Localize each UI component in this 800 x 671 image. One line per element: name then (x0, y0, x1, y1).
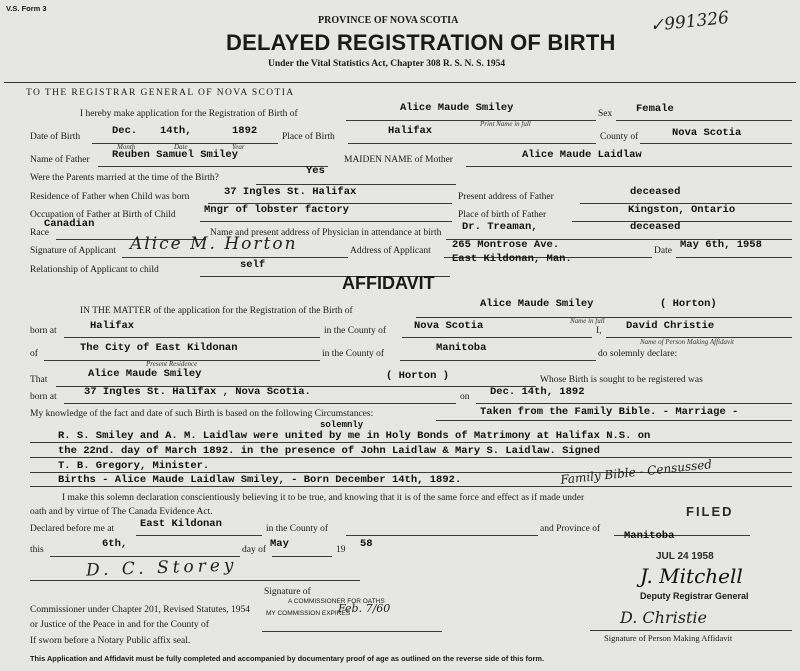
deponent-value: David Christie (626, 320, 715, 332)
place-birth-father-label: Place of birth of Father (458, 210, 547, 220)
relationship-label: Relationship of Applicant to child (30, 265, 159, 275)
registration-number: ✓991326 (649, 7, 730, 37)
declared-province-label: and Province of (540, 524, 601, 534)
affidavit-matter-label: IN THE MATTER of the application for the Registration of the Birth of (80, 306, 353, 316)
commissioner-line-2: or Justice of the Peace in and for the County of (30, 620, 209, 630)
affidavit-heading: AFFIDAVIT (342, 273, 435, 293)
knowledge-label: My knowledge of the fact and date of such Birth is based on the following Circumstances: (30, 409, 374, 419)
occupation-father-label: Occupation of Father at Birth of Child (30, 210, 176, 220)
declared-label: Declared before me at (30, 524, 115, 534)
affidavit-child-name: Alice Maude Smiley (480, 298, 594, 310)
sex-value: Female (636, 103, 674, 115)
address-line2-value: East Kildonan, Man. (452, 253, 572, 265)
declared-year-value: 58 (360, 538, 373, 550)
child-name-value: Alice Maude Smiley (400, 102, 514, 114)
apply-label: I hereby make application for the Registration of Birth of (80, 109, 298, 119)
present-address-father-label: Present address of Father (458, 192, 554, 202)
physician-status-value: deceased (630, 221, 681, 233)
race-label: Race (30, 228, 49, 238)
place-of-birth-value: Halifax (388, 125, 433, 137)
mother-maiden-label: MAIDEN NAME of Mother (344, 155, 453, 165)
of-label: of (30, 349, 38, 359)
form-number: V.S. Form 3 (6, 4, 47, 13)
birth-registration-form: V.S. Form 3 PROVINCE OF NOVA SCOTIA DELAYED REGISTRATION OF BIRTH Under the Vital Statistics Act, Chapter 308 R. S. N. S. 1954 ✓991326 TO THE REGISTRAR GENERAL OF NOVA SCOTIA I hereby make application for the Registration of Birth of Alice Maude Smiley Print Name in full Sex Female Date of Birth Dec. 14th, 1892 Month Date Year Place of Birth Halifax County of Nova Scotia Name of Father Reuben Samuel Smiley MAIDEN NAME of Mother Alice Maude Laidlaw Were the Parents married at the time of the Birth? Yes Residence of Father when Child was born 37 Ingles St. Halifax Present address of Father deceased Occupation of Father at Birth of Child Mngr of lobster factory Place of birth of Father Kingston, Ontario Race Canadian Name and present address of Physician in attendance at birth Dr. Treaman, deceased Signature of Applicant Alice M. Horton Address of Applicant 265 Montrose Ave. East Kildonan, Man. Date May 6th, 1958 Relationship of Applicant to child self AFFIDAVIT IN THE MATTER of the application for the Registration of the Birth of Alice Maude Smiley ( Horton) Name in full born at Halifax in the County of Nova Scotia I, David Christie Name of Person Making Affidavit of The City of East Kildonan Present Residence in the County of Manitoba do solemnly declare: That Alice Maude Smiley ( Horton ) Whose Birth is sought to be registered was born at 37 Ingles St. Halifax , Nova Scotia. on Dec. 14th, 1892 My knowledge of the fact and date of such Birth is based on the following Circumstances: Taken from the Family Bible. - Marriage - solemnly R. S. Smiley and A. M. Laidlaw were united by me in Holy Bonds of Matrimony at Halifax N.S. on the 22nd. day of March 1892. in the presence of John Laidlaw & Mary S. Laidlaw. Signed T. B. Gregory, Minister. Births - Alice Maude Laidlaw Smiley, - Born December 14th, 1892. Family Bible - Censussed I make this solemn declaration conscientiously believing it to be true, and knowing that it is of the same force and effect as if made under oath and by virtue of The Canada Evidence Act. Declared before me at East Kildonan in the County of and Province of Manitoba this 6th, day of May 19 58 D. C. Storey Signature of A COMMISSIONER FOR OATHS MY COMMISSION EXPIRES Feb. 7/60 Commissioner under Chapter 201, Revised Statutes, 1954 or Justice of the Peace in and for the County of If sworn before a Notary Public affix seal. FILED JUL 24 1958 J. Mitchell Deputy Registrar General D. Christie Signature of Person Making Affidavit This Application and Affidavit must be fully completed and accompanied by documentary proof of age as outlined on the reverse side of this form. (0, 0, 800, 671)
form-subtitle: Under the Vital Statistics Act, Chapter 308 R. S. N. S. 1954 (268, 59, 506, 69)
circumstance-line-4: T. B. Gregory, Minister. (58, 460, 210, 472)
commissioner-signature: D. C. Storey (85, 555, 238, 581)
declared-province-value: Manitoba (624, 530, 675, 542)
solemnly-declare-label: do solemnly declare: (598, 349, 678, 359)
affidavit-child-married-name: ( Horton) (660, 298, 717, 310)
county-label: County of (600, 132, 639, 142)
born-county-value: Nova Scotia (414, 320, 484, 332)
form-title: DELAYED REGISTRATION OF BIRTH (226, 30, 616, 55)
that-name-value: Alice Maude Smiley (88, 368, 202, 380)
declared-day-value: 6th, (102, 538, 128, 550)
place-of-birth-label: Place of Birth (282, 132, 335, 142)
residence-father-value: 37 Ingles St. Halifax (224, 186, 357, 198)
father-name-value: Reuben Samuel Smiley (112, 149, 239, 161)
residence-value: The City of East Kildonan (80, 342, 238, 354)
declared-month-value: May (270, 538, 289, 550)
circumstance-line-1: Taken from the Family Bible. - Marriage - (480, 406, 739, 418)
commission-expires-label: MY COMMISSION EXPIRES (266, 610, 351, 617)
application-date-value: May 6th, 1958 (680, 239, 762, 251)
on-label: on (460, 392, 470, 402)
applicant-signature: Alice M. Horton (130, 234, 298, 254)
notary-note: If sworn before a Notary Public affix seal. (30, 636, 191, 646)
declared-county-label: in the County of (266, 524, 329, 534)
born-at-label: born at (30, 326, 57, 336)
declaration-line-1: I make this solemn declaration conscientiously believing it to be true, and knowing that it is of the same force and effect as if made under (62, 493, 585, 503)
address-line1-value: 265 Montrose Ave. (452, 239, 560, 251)
footer-note: This Application and Affidavit must be fully completed and accompanied by documentary proof of age as outlined on the reverse side of this form. (30, 654, 544, 663)
dob-month-value: Dec. (112, 125, 138, 137)
physician-label: Name and present address of Physician in attendance at birth (210, 228, 442, 238)
day-of-label: day of (242, 545, 267, 555)
signature-applicant-label: Signature of Applicant (30, 246, 117, 256)
occupation-father-value: Mngr of lobster factory (204, 204, 349, 216)
dob-day-value: 14th, (160, 125, 192, 137)
born-full-value: 37 Ingles St. Halifax , Nova Scotia. (84, 386, 311, 398)
filed-date-stamp: JUL 24 1958 (656, 551, 714, 562)
circumstance-handwritten: Family Bible - Censussed (559, 457, 713, 487)
declared-place-value: East Kildonan (140, 518, 222, 530)
father-name-label: Name of Father (30, 155, 90, 165)
residence-father-label: Residence of Father when Child was born (30, 192, 190, 202)
header-divider (4, 82, 796, 83)
married-label: Were the Parents married at the time of the Birth? (30, 173, 219, 183)
signature-of-label: Signature of (264, 587, 311, 597)
deputy-registrar-label: Deputy Registrar General (640, 591, 749, 601)
year-prefix: 19 (336, 545, 346, 555)
relationship-value: self (240, 259, 266, 271)
physician-value: Dr. Treaman, (462, 221, 538, 233)
born-at2-label: born at (30, 392, 57, 402)
that-married-value: ( Horton ) (386, 370, 450, 382)
that-label: That (30, 375, 48, 385)
mother-maiden-value: Alice Maude Laidlaw (522, 149, 642, 161)
this-label: this (30, 545, 44, 555)
born-county-label: in the County of (324, 326, 387, 336)
circumstance-solemnly: solemnly (320, 420, 364, 430)
place-birth-father-value: Kingston, Ontario (628, 204, 736, 216)
sex-label: Sex (598, 109, 613, 119)
commission-expires-value: Feb. 7/60 (338, 602, 391, 615)
whose-birth-label: Whose Birth is sought to be registered was (540, 375, 703, 385)
registrar-address: TO THE REGISTRAR GENERAL OF NOVA SCOTIA (26, 88, 295, 98)
dob-year-value: 1892 (232, 125, 258, 137)
signature-person-label: Signature of Person Making Affidavit (604, 633, 733, 643)
married-value: Yes (306, 165, 325, 177)
commissioner-for-oaths-label: A COMMISSIONER FOR OATHS (288, 598, 385, 605)
dob-label: Date of Birth (30, 132, 81, 142)
registrar-signature: J. Mitchell (640, 564, 743, 588)
i-label: I, (596, 326, 602, 336)
declaration-line-2: oath and by virtue of The Canada Evidence Act. (30, 507, 213, 517)
present-address-father-value: deceased (630, 186, 681, 198)
born-place-value: Halifax (90, 320, 135, 332)
application-date-label: Date (654, 246, 672, 256)
deponent-signature: D. Christie (620, 608, 707, 627)
born-date-value: Dec. 14th, 1892 (490, 386, 585, 398)
residence-county-value: Manitoba (436, 342, 487, 354)
address-applicant-label: Address of Applicant (350, 246, 431, 256)
commissioner-line-1: Commissioner under Chapter 201, Revised Statutes, 1954 (30, 605, 251, 615)
circumstance-line-2: R. S. Smiley and A. M. Laidlaw were united by me in Holy Bonds of Matrimony at Halifax N.S. on (58, 430, 651, 442)
circumstance-line-3: the 22nd. day of March 1892. in the presence of John Laidlaw & Mary S. Laidlaw. Signed (58, 445, 600, 457)
province-heading: PROVINCE OF NOVA SCOTIA (318, 15, 459, 26)
race-value: Canadian (44, 218, 95, 230)
filed-stamp: FILED (686, 504, 734, 519)
county-value: Nova Scotia (672, 127, 742, 139)
residence-county-label: in the County of (322, 349, 385, 359)
circumstance-line-5: Births - Alice Maude Laidlaw Smiley, - Born December 14th, 1892. (58, 474, 462, 486)
